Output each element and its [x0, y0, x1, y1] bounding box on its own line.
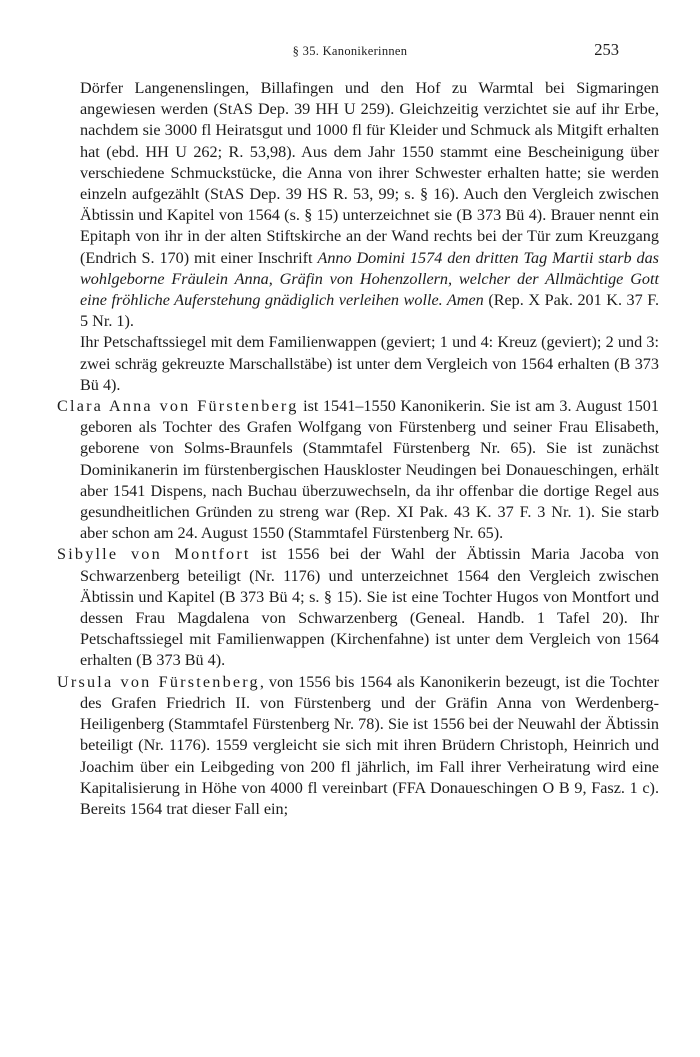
biography-entry: [57, 672, 659, 820]
body-text: [57, 78, 659, 820]
page-header: [0, 40, 700, 64]
running-title: § 35. Kanonikerinnen: [292, 44, 408, 58]
biography-entry: [57, 396, 659, 544]
entry-name: Sibylle von Montfort: [57, 545, 251, 564]
paragraph-text: Dörfer Langenenslingen, Billafingen und den Hof zu Warmtal bei Sigmaringen angewiesen werden (StAS Dep. 39 HH U 259). Gleichzeitig verzichtet sie auf ihr Erbe, nachdem sie 3000 fl Heiratsgut und 1000 fl für Kleider und Schmuck als Mitgift erhalten hat (ebd. HH U 262; R. 53,98). Aus dem Jahr 1550 stammt eine Bescheinigung über verschiedene Schmuckstücke, die Anna von ihrer Schwester erhalten hatte; sie werden einzeln aufgezählt (StAS Dep. 39 HS R. 53, 99; s. § 16). Auch den Vergleich zwischen Äbtissin und Kapitel von 1564 (s. § 15) unterzeichnet sie (B 373 Bü 4). Brauer nennt ein Epitaph von ihr in der alten Stiftskirche an der Wand rechts bei der Tür zum Kreuzgang (Endrich S. 170) mit einer Inschrift: [80, 79, 659, 267]
seal-paragraph: Ihr Petschaftssiegel mit dem Familienwappen (geviert; 1 und 4: Kreuz (geviert); 2 und 3: zwei schräg gekreuzte Marschallstäbe) ist unter dem Vergleich von 1564 erhalten (B 373 Bü 4).: [80, 333, 659, 394]
continued-paragraph: [57, 78, 659, 332]
entry-text: , von 1556 bis 1564 als Kanonikerin bezeugt, ist die Tochter des Grafen Friedrich II. von Fürstenberg und der Gräfin Anna von Werdenberg-Heiligenberg (Stammtafel Fürstenberg Nr. 78). Sie ist 1556 bei der Neuwahl der Äbtissin beteiligt (Nr. 1176). 1559 vergleicht sie sich mit ihren Brüdern Christoph, Heinrich und Joachim über ein Leibgeding von 200 fl jährlich, im Fall ihrer Verheiratung wird eine Kapitalisierung in Höhe von 4000 fl vereinbart (FFA Donaueschingen O B 9, Fasz. 1 c). Bereits 1564 trat dieser Fall ein;: [80, 672, 659, 818]
entry-name: Clara Anna von Fürstenberg: [57, 397, 299, 416]
biography-entry: [57, 544, 659, 671]
entry-text: ist 1556 bei der Wahl der Äbtissin Maria Jacoba von Schwarzenberg beteiligt (Nr. 1176) und unterzeichnet 1564 den Vergleich zwischen Äbtissin und Kapitel (B 373 Bü 4; s. § 15). Sie ist eine Tochter Hugos von Montfort und dessen Frau Magdalena von Schwarzenberg (Geneal. Handb. 1 Tafel 20). Ihr Petschaftssiegel mit Familienwappen (Kirchenfahne) ist unter dem Vergleich von 1564 erhalten (B 373 Bü 4).: [80, 545, 659, 670]
paragraph-text: (Rep. X Pak. 201 K. 37 F. 5 Nr. 1).: [80, 291, 659, 331]
epitaph-inscription: Anno Domini 1574 den dritten Tag Martii starb das wohlgeborne Fräulein Anna, Gräfin von Hohenzollern, welcher der Allmächtige Gott eine fröhliche Auferstehung gnädiglich verleihen wolle. Amen: [80, 248, 659, 310]
page-number: 253: [594, 40, 619, 59]
entry-name: Ursula von Fürstenberg: [57, 672, 260, 691]
entry-text: ist 1541–1550 Kanonikerin. Sie ist am 3. August 1501 geboren als Tochter des Grafen Wolfgang von Fürstenberg und seiner Frau Elisabeth, geborene von Solms-Braunfels (Stammtafel Fürstenberg Nr. 65). Sie ist zunächst Dominikanerin im fürstenbergischen Hauskloster Neudingen bei Donaueschingen, erhält aber 1541 Dispens, nach Buchau überzuwechseln, da ihr offenbar die dortige Regel aus gesundheitlichen Gründen zu streng war (Rep. XI Pak. 43 K. 37 F. 3 Nr. 1). Sie starb aber schon am 24. August 1550 (Stammtafel Fürstenberg Nr. 65).: [80, 397, 659, 543]
